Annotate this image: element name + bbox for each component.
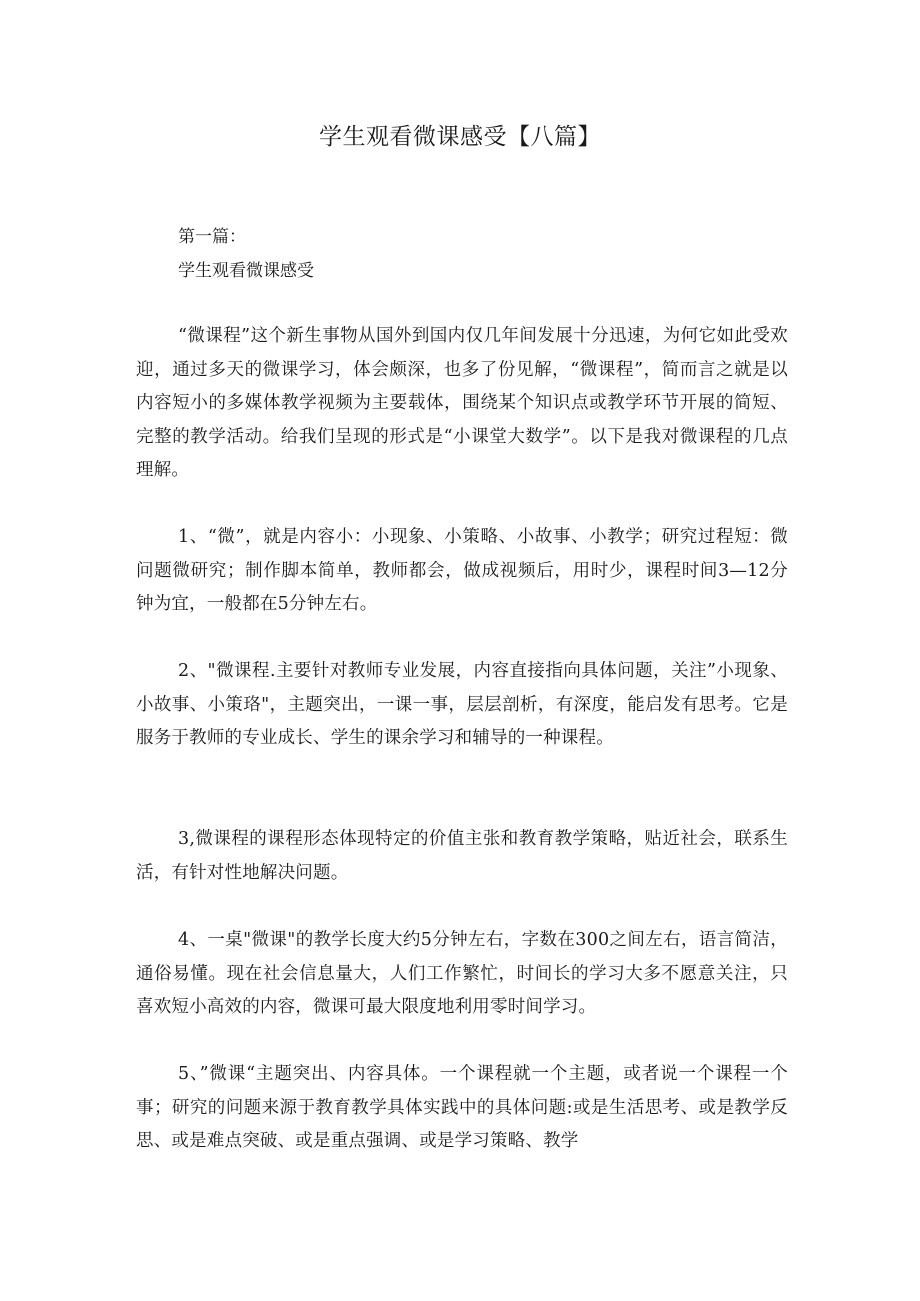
paragraph-point-2: 2、"微课程.主要针对教师专业发展，内容直接指向具体问题，关注”小现象、小故事、小策珞"，主题突出，一课一事，层层剖析，有深度，能启发有思考。它是服务于教师的专业成长、学生的课余学习和辅导的一种课程。 xyxy=(136,661,788,748)
paragraph-point-5: 5、”微课“主题突出、内容具体。一个课程就一个主题，或者说一个课程一个事；研究的问题来源于教育教学具体实践中的具体问题:或是生活思考、或是教学反思、或是难点突破、或是重点强调、或是学习策略、教学 xyxy=(136,1064,788,1151)
paragraph-point-4: 4、一桌"微课"的教学长度大约5分钟左右，字数在300之间左右，语言简洁，通俗易懂。现在社会信息量大，人们工作繁忙，时间长的学习大多不愿意关注，只喜欢短小高效的内容，微课可最大限度地利用零时间学习。 xyxy=(136,930,788,1017)
paragraph-intro: “微课程”这个新生事物从国外到国内仅几年间发展十分迅速，为何它如此受欢迎，通过多天的微课学习，体会颇深，也多了份见解，“微课程”，简而言之就是以内容短小的多媒体教学视频为主要载体，围绕某个知识点或教学环节开展的简短、完整的教学活动。给我们呈现的形式是“小课堂大数学”。以下是我对微课程的几点理解。 xyxy=(136,326,788,480)
paragraph-point-1: 1、“微”，就是内容小：小现象、小策略、小故事、小教学；研究过程短：微问题微研究；制作脚本简单，教师都会，做成视频后，用时少，课程时间3—12分钟为宜，一般都在5分钟左右。 xyxy=(136,527,788,614)
paragraph-point-3: 3,微课程的课程形态体现特定的价值主张和教育教学策略，贴近社会，联系生活，有针对性地解决问题。 xyxy=(136,829,788,883)
section-title: 学生观看微课感受 xyxy=(178,261,314,281)
section-label: 第一篇： xyxy=(178,227,246,247)
document-title: 学生观看微课感受【八篇】 xyxy=(319,124,601,150)
